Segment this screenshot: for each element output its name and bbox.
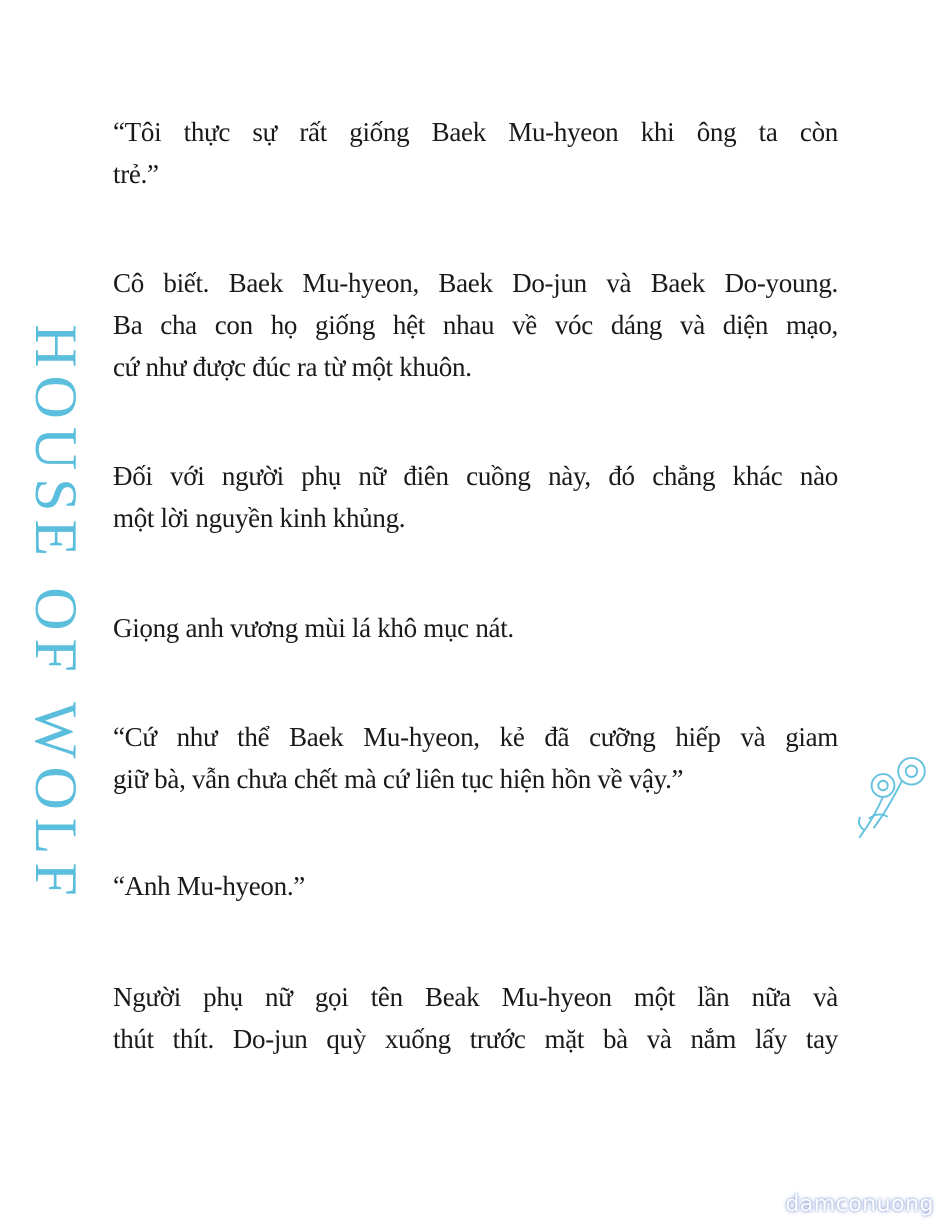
text-line: trẻ.” bbox=[113, 159, 159, 189]
text-line: Người phụ nữ gọi tên Beak Mu-hyeon một lần nữa và bbox=[113, 982, 838, 1012]
text-line: “Tôi thực sự rất giống Baek Mu-hyeon khi ông ta còn bbox=[113, 117, 838, 147]
text-line: cứ như được đúc ra từ một khuôn. bbox=[113, 352, 472, 382]
watermark-logo: HOUSE OF WOLF bbox=[23, 324, 89, 904]
text-line: Đối với người phụ nữ điên cuồng này, đó chẳng khác nào bbox=[113, 461, 838, 491]
text-line: Giọng anh vương mùi lá khô mục nát. bbox=[113, 613, 514, 643]
text-line: “Cứ như thể Baek Mu-hyeon, kẻ đã cưỡng hiếp và giam bbox=[113, 722, 838, 752]
text-line: Ba cha con họ giống hệt nhau về vóc dáng và diện mạo, bbox=[113, 310, 838, 340]
text-line: một lời nguyền kinh khủng. bbox=[113, 503, 406, 533]
text-line: Cô biết. Baek Mu-hyeon, Baek Do-jun và Baek Do-young. bbox=[113, 268, 838, 298]
text-line: thút thít. Do-jun quỳ xuống trước mặt bà và nắm lấy tay bbox=[113, 1024, 838, 1054]
flower-watermark-icon bbox=[845, 740, 940, 850]
text-line: giữ bà, vẫn chưa chết mà cứ liên tục hiện hồn về vậy.” bbox=[113, 764, 684, 794]
text-line: “Anh Mu-hyeon.” bbox=[113, 871, 305, 901]
site-credit-watermark: damconuong bbox=[785, 1192, 934, 1217]
